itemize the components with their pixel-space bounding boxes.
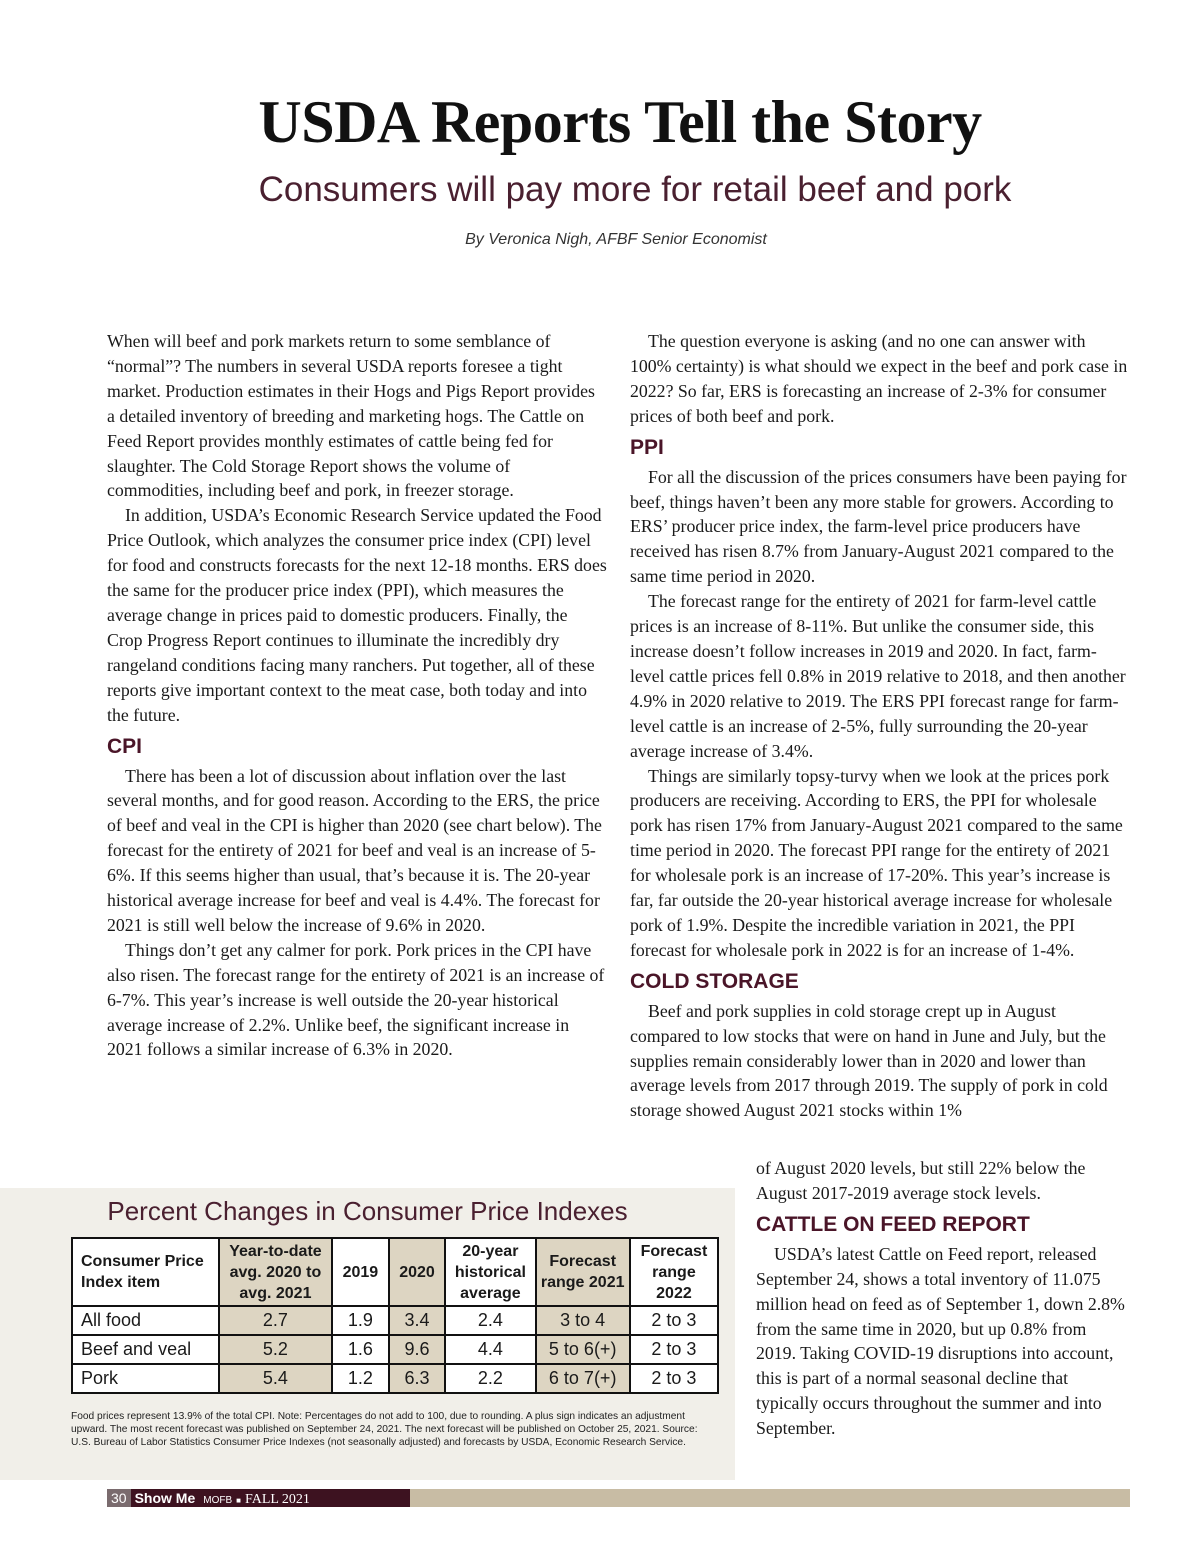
paragraph: Things don’t get any calmer for pork. Pork prices in the CPI have also risen. The forecast range for the entirety of 2021 is an increase of 6-7%. This year’s increase is well outside the 20-year historical average increase of 2.2%. Unlike beef, the significant increase in 2021 follows a similar increase of 6.3% in 2020. (107, 939, 605, 1060)
table-cell: 2 to 3 (630, 1335, 718, 1364)
table-cell: 5 to 6(+) (536, 1335, 630, 1364)
paragraph: of August 2020 levels, but still 22% below the August 2017-2019 average stock levels. (756, 1158, 1086, 1203)
table-cell: 5.2 (219, 1335, 332, 1364)
column-left (107, 329, 607, 1062)
table-cell: 2.4 (445, 1306, 535, 1335)
article-subtitle: Consumers will pay more for retail beef and pork (258, 170, 1012, 209)
paragraph: There has been a lot of discussion about inflation over the last several months, and for good reason. According to the ERS, the price of beef and veal in the CPI is higher than 2020 (see chart below). The forecast for the entirety of 2021 for beef and veal is an increase of 5-6%. If this seems higher than usual, that’s because it is. The 20-year historical average increase for beef and veal is 4.4%. The forecast for 2021 is still well below the increase of 9.6% in 2020. (107, 765, 602, 935)
column-header: Forecast range 2022 (630, 1238, 718, 1306)
table-cell: 1.2 (332, 1364, 389, 1393)
table-cell: 2 to 3 (630, 1306, 718, 1335)
table-cell: 2.7 (219, 1306, 332, 1335)
table-row (72, 1335, 718, 1364)
table-cell: 6 to 7(+) (536, 1364, 630, 1393)
table-cell: Beef and veal (72, 1335, 219, 1364)
table-footnote: Food prices represent 13.9% of the total CPI. Note: Percentages do not add to 100, due to rounding. A plus sign indicates an adjustment upward. The most recent forecast was published on September 24, 2021. The next forecast will be published on October 25, 2021. Source: U.S. Bureau of Labor Statistics Consumer Price Indexes (not seasonally adjusted) and forecasts by USDA, Economic Research Service. (71, 1411, 698, 1448)
article-title: USDA Reports Tell the Story (258, 89, 982, 155)
page-footer (107, 1489, 410, 1507)
page-number: 30 (107, 1489, 131, 1507)
table-cell: 2 to 3 (630, 1364, 718, 1393)
footer-bar (410, 1489, 1130, 1507)
table-cell: 1.6 (332, 1335, 389, 1364)
table-header-row (72, 1238, 718, 1306)
separator-icon: ■ (236, 1496, 241, 1505)
paragraph: When will beef and pork markets return to some semblance of “normal”? The numbers in several USDA reports foresee a tight market. Production estimates in their Hogs and Pigs Report provides a detailed inventory of breeding and marketing hogs. The Cattle on Feed Report provides monthly estimates of cattle being fed for slaughter. The Cold Storage Report shows the volume of commodities, including beef and pork, in freezer storage. (107, 331, 595, 501)
issue-label: FALL 2021 (244, 1492, 310, 1507)
table-row (72, 1364, 718, 1393)
table-cell: 5.4 (219, 1364, 332, 1393)
org-name: MOFB (203, 1495, 233, 1506)
table-cell: All food (72, 1306, 219, 1335)
table-cell: 3.4 (389, 1306, 446, 1335)
cpi-table-panel (0, 1188, 735, 1480)
column-right-lower (756, 1156, 1130, 1441)
table-cell: 4.4 (445, 1335, 535, 1364)
column-right (630, 329, 1130, 1123)
table-cell: 3 to 4 (536, 1306, 630, 1335)
paragraph: Beef and pork supplies in cold storage crept up in August compared to low stocks that were on hand in June and July, but the supplies remain considerably lower than in 2020 and lower than average levels from 2017 through 2019. The supply of pork in cold storage showed August 2021 stocks within 1% (630, 1000, 1108, 1121)
cpi-table (71, 1237, 719, 1394)
column-header: 2019 (332, 1238, 389, 1306)
table-row (72, 1306, 718, 1335)
table-cell: 9.6 (389, 1335, 446, 1364)
table-cell: 6.3 (389, 1364, 446, 1393)
column-header: 20-year historical average (445, 1238, 535, 1306)
table-cell: 1.9 (332, 1306, 389, 1335)
table-cell: Pork (72, 1364, 219, 1393)
column-header: Forecast range 2021 (536, 1238, 630, 1306)
magazine-name: Show Me (134, 1490, 196, 1506)
section-heading-cold-storage: COLD STORAGE (630, 969, 799, 993)
paragraph: USDA’s latest Cattle on Feed report, released September 24, shows a total inventory of 11.075 million head on feed as of September 1, down 2.8% from the same time in 2020, but up 0.8% from 2019. Taking COVID-19 disruptions into account, this is part of a normal seasonal decline that typically occurs throughout the summer and into September. (756, 1243, 1125, 1439)
paragraph: For all the discussion of the prices consumers have been paying for beef, things haven’t been any more stable for growers. According to ERS’ producer price index, the farm-level price producers have received has risen 8.7% from January-August 2021 compared to the same time period in 2020. (630, 466, 1127, 587)
paragraph: Things are similarly topsy-turvy when we look at the prices pork producers are receiving. According to ERS, the PPI for wholesale pork has risen 17% from January-August 2021 compared to the same time period in 2020. The forecast PPI range for the entirety of 2021 for wholesale pork is an increase of 17-20%. This year’s increase is far, far outside the 20-year historical average increase for wholesale pork of 1.9%. Despite the incredible variation in 2021, the PPI forecast for wholesale pork in 2022 is for an increase of 1-4%. (630, 765, 1123, 960)
byline: By Veronica Nigh, AFBF Senior Economist (465, 231, 767, 248)
section-heading-ppi: PPI (630, 435, 664, 459)
table-title: Percent Changes in Consumer Price Indexes (107, 1196, 628, 1226)
section-heading-cpi: CPI (107, 734, 143, 758)
column-header: Year-to-date avg. 2020 to avg. 2021 (219, 1238, 332, 1306)
section-heading-cattle-on-feed: CATTLE ON FEED REPORT (756, 1212, 1030, 1236)
paragraph: The question everyone is asking (and no one can answer with 100% certainty) is what should we expect in the beef and pork case in 2022? So far, ERS is forecasting an increase of 2-3% for consumer prices of both beef and pork. (630, 331, 1128, 426)
paragraph: In addition, USDA’s Economic Research Service updated the Food Price Outlook, which analyzes the consumer price index (CPI) level for food and constructs forecasts for the next 12-18 months. ERS does the same for the producer price index (PPI), which measures the average change in prices paid to domestic producers. Finally, the Crop Progress Report continues to illuminate the incredibly dry rangeland conditions facing many ranchers. Put together, all of these reports give important context to the meat case, both today and into the future. (107, 505, 607, 725)
column-header: Consumer Price Index item (72, 1238, 219, 1306)
paragraph: The forecast range for the entirety of 2021 for farm-level cattle prices is an increase of 8-11%. But unlike the consumer side, this increase doesn’t follow increases in 2019 and 2020. In fact, farm-level cattle prices fell 0.8% in 2019 relative to 2018, and then another 4.9% in 2020 relative to 2019. The ERS PPI forecast range for farm-level cattle is an increase of 2-5%, fully surrounding the 20-year average increase of 3.4%. (630, 591, 1126, 761)
table-cell: 2.2 (445, 1364, 535, 1393)
column-header: 2020 (389, 1238, 446, 1306)
